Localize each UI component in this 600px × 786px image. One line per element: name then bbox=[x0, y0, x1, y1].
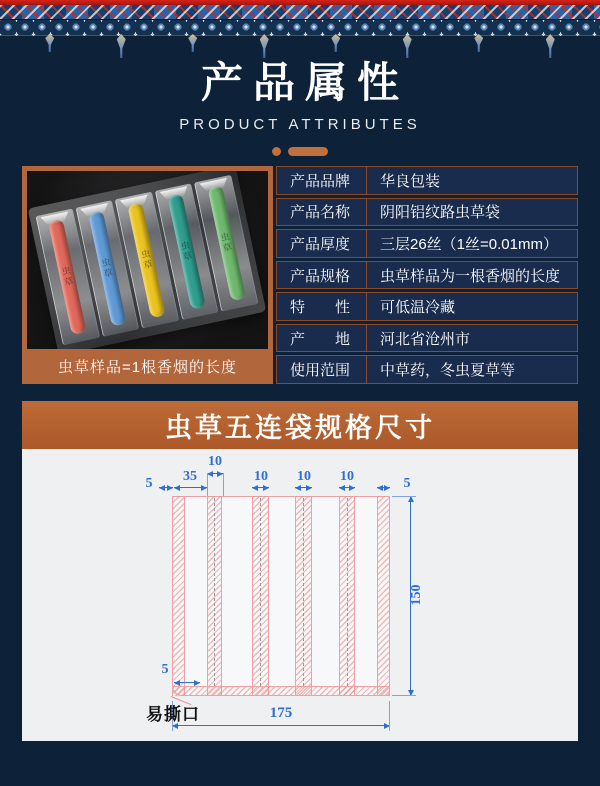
dim-seal-raised-line bbox=[207, 473, 223, 474]
attr-label: 产 地 bbox=[277, 325, 367, 352]
sample-tube: 虫草 bbox=[207, 185, 246, 302]
dim-seal-label: 10 bbox=[254, 469, 268, 484]
perforation-line bbox=[347, 498, 348, 686]
sample-tube: 虫草 bbox=[167, 193, 206, 310]
title-section bbox=[0, 48, 600, 156]
dimension-diagram bbox=[22, 449, 578, 741]
sample-tube: 虫草 bbox=[48, 219, 87, 336]
perforation-line bbox=[260, 498, 261, 686]
dim-right-seal-line bbox=[377, 487, 390, 488]
dim-seal-label: 10 bbox=[297, 469, 311, 484]
attr-value: 可低温冷藏 bbox=[380, 299, 456, 317]
extension-line bbox=[223, 473, 224, 496]
perforation-line bbox=[214, 498, 215, 686]
dim-height-label: 150 bbox=[409, 584, 424, 606]
table-row bbox=[276, 229, 578, 258]
dim-seal-raised-label: 10 bbox=[208, 454, 222, 469]
tassel-row bbox=[0, 36, 600, 62]
tear-note-label: 易撕口 bbox=[146, 705, 200, 724]
page-title: 产品属性 bbox=[200, 61, 409, 107]
extension-line bbox=[392, 695, 416, 696]
attr-value: 中草药，冬虫夏草等 bbox=[380, 362, 516, 380]
sample-tube: 虫草 bbox=[88, 210, 127, 327]
dim-first-pouch-line bbox=[174, 487, 207, 488]
attr-label: 产品名称 bbox=[277, 199, 367, 226]
dim-total-width-label: 175 bbox=[269, 705, 293, 721]
title-divider bbox=[264, 146, 336, 156]
table-row bbox=[276, 355, 578, 384]
table-row bbox=[276, 261, 578, 290]
dim-first-pouch-label: 35 bbox=[183, 469, 197, 484]
attr-value: 虫草样品为一根香烟的长度 bbox=[380, 267, 561, 285]
extension-line bbox=[389, 701, 390, 731]
sample-bag-photo bbox=[28, 171, 267, 349]
bag-outline bbox=[172, 496, 390, 696]
table-row bbox=[276, 292, 578, 321]
spec-panel-title: 虫草五连袋规格尺寸 bbox=[22, 401, 578, 449]
attr-label: 产品规格 bbox=[277, 262, 367, 289]
attr-value: 阴阳铝纹路虫草袋 bbox=[380, 204, 501, 222]
sample-tube: 虫草 bbox=[128, 202, 167, 319]
attr-label: 使用范围 bbox=[277, 356, 367, 383]
dim-left-seal-label: 5 bbox=[145, 476, 153, 491]
tassel-icon bbox=[188, 34, 197, 52]
table-row bbox=[276, 198, 578, 227]
page-subtitle: PRODUCT ATTRIBUTES bbox=[179, 116, 421, 133]
tassel-icon bbox=[474, 34, 483, 52]
photo-caption: 虫草样品=1根香烟的长度 bbox=[27, 354, 268, 379]
chevron-pattern-band bbox=[0, 5, 600, 20]
extension-line bbox=[207, 473, 208, 496]
dim-total-width-line bbox=[172, 725, 390, 726]
attr-value: 华良包装 bbox=[380, 172, 441, 190]
attr-label: 特 性 bbox=[277, 293, 367, 320]
table-row bbox=[276, 324, 578, 353]
tassel-icon bbox=[331, 34, 340, 52]
dim-seal-label: 10 bbox=[340, 469, 354, 484]
dim-bottom-seal-label: 5 bbox=[161, 662, 169, 677]
attr-value: 三层26丝（1丝=0.01mm） bbox=[380, 235, 558, 253]
decorative-border-pattern bbox=[0, 0, 600, 48]
dim-left-seal-line bbox=[159, 487, 173, 488]
dim-seal-line bbox=[295, 487, 312, 488]
tassel-icon bbox=[45, 34, 54, 52]
scrollwork-pattern-band bbox=[0, 20, 600, 36]
tassel-icon bbox=[546, 34, 555, 58]
attr-label: 产品品牌 bbox=[277, 167, 367, 194]
spec-panel bbox=[22, 401, 578, 741]
perforation-line bbox=[303, 498, 304, 686]
attr-label: 产品厚度 bbox=[277, 230, 367, 257]
dim-bottom-seal-line bbox=[174, 682, 200, 683]
bottom-seal-strip bbox=[172, 686, 390, 696]
attributes-table bbox=[276, 166, 578, 384]
tassel-icon bbox=[117, 34, 126, 58]
tassel-icon bbox=[260, 34, 269, 58]
product-info-section bbox=[22, 166, 578, 384]
extension-line bbox=[392, 496, 416, 497]
attr-value: 河北省沧州市 bbox=[380, 330, 471, 348]
product-photo-card bbox=[22, 166, 273, 384]
divider-dot-icon bbox=[272, 147, 281, 156]
product-photo bbox=[27, 171, 268, 349]
tassel-icon bbox=[403, 34, 412, 58]
table-row bbox=[276, 166, 578, 195]
dim-seal-line bbox=[252, 487, 269, 488]
dim-right-seal-label: 5 bbox=[403, 476, 411, 491]
dim-seal-line bbox=[339, 487, 355, 488]
seal-strip bbox=[172, 496, 185, 696]
divider-bar-icon bbox=[288, 147, 328, 156]
seal-strip bbox=[377, 496, 390, 696]
